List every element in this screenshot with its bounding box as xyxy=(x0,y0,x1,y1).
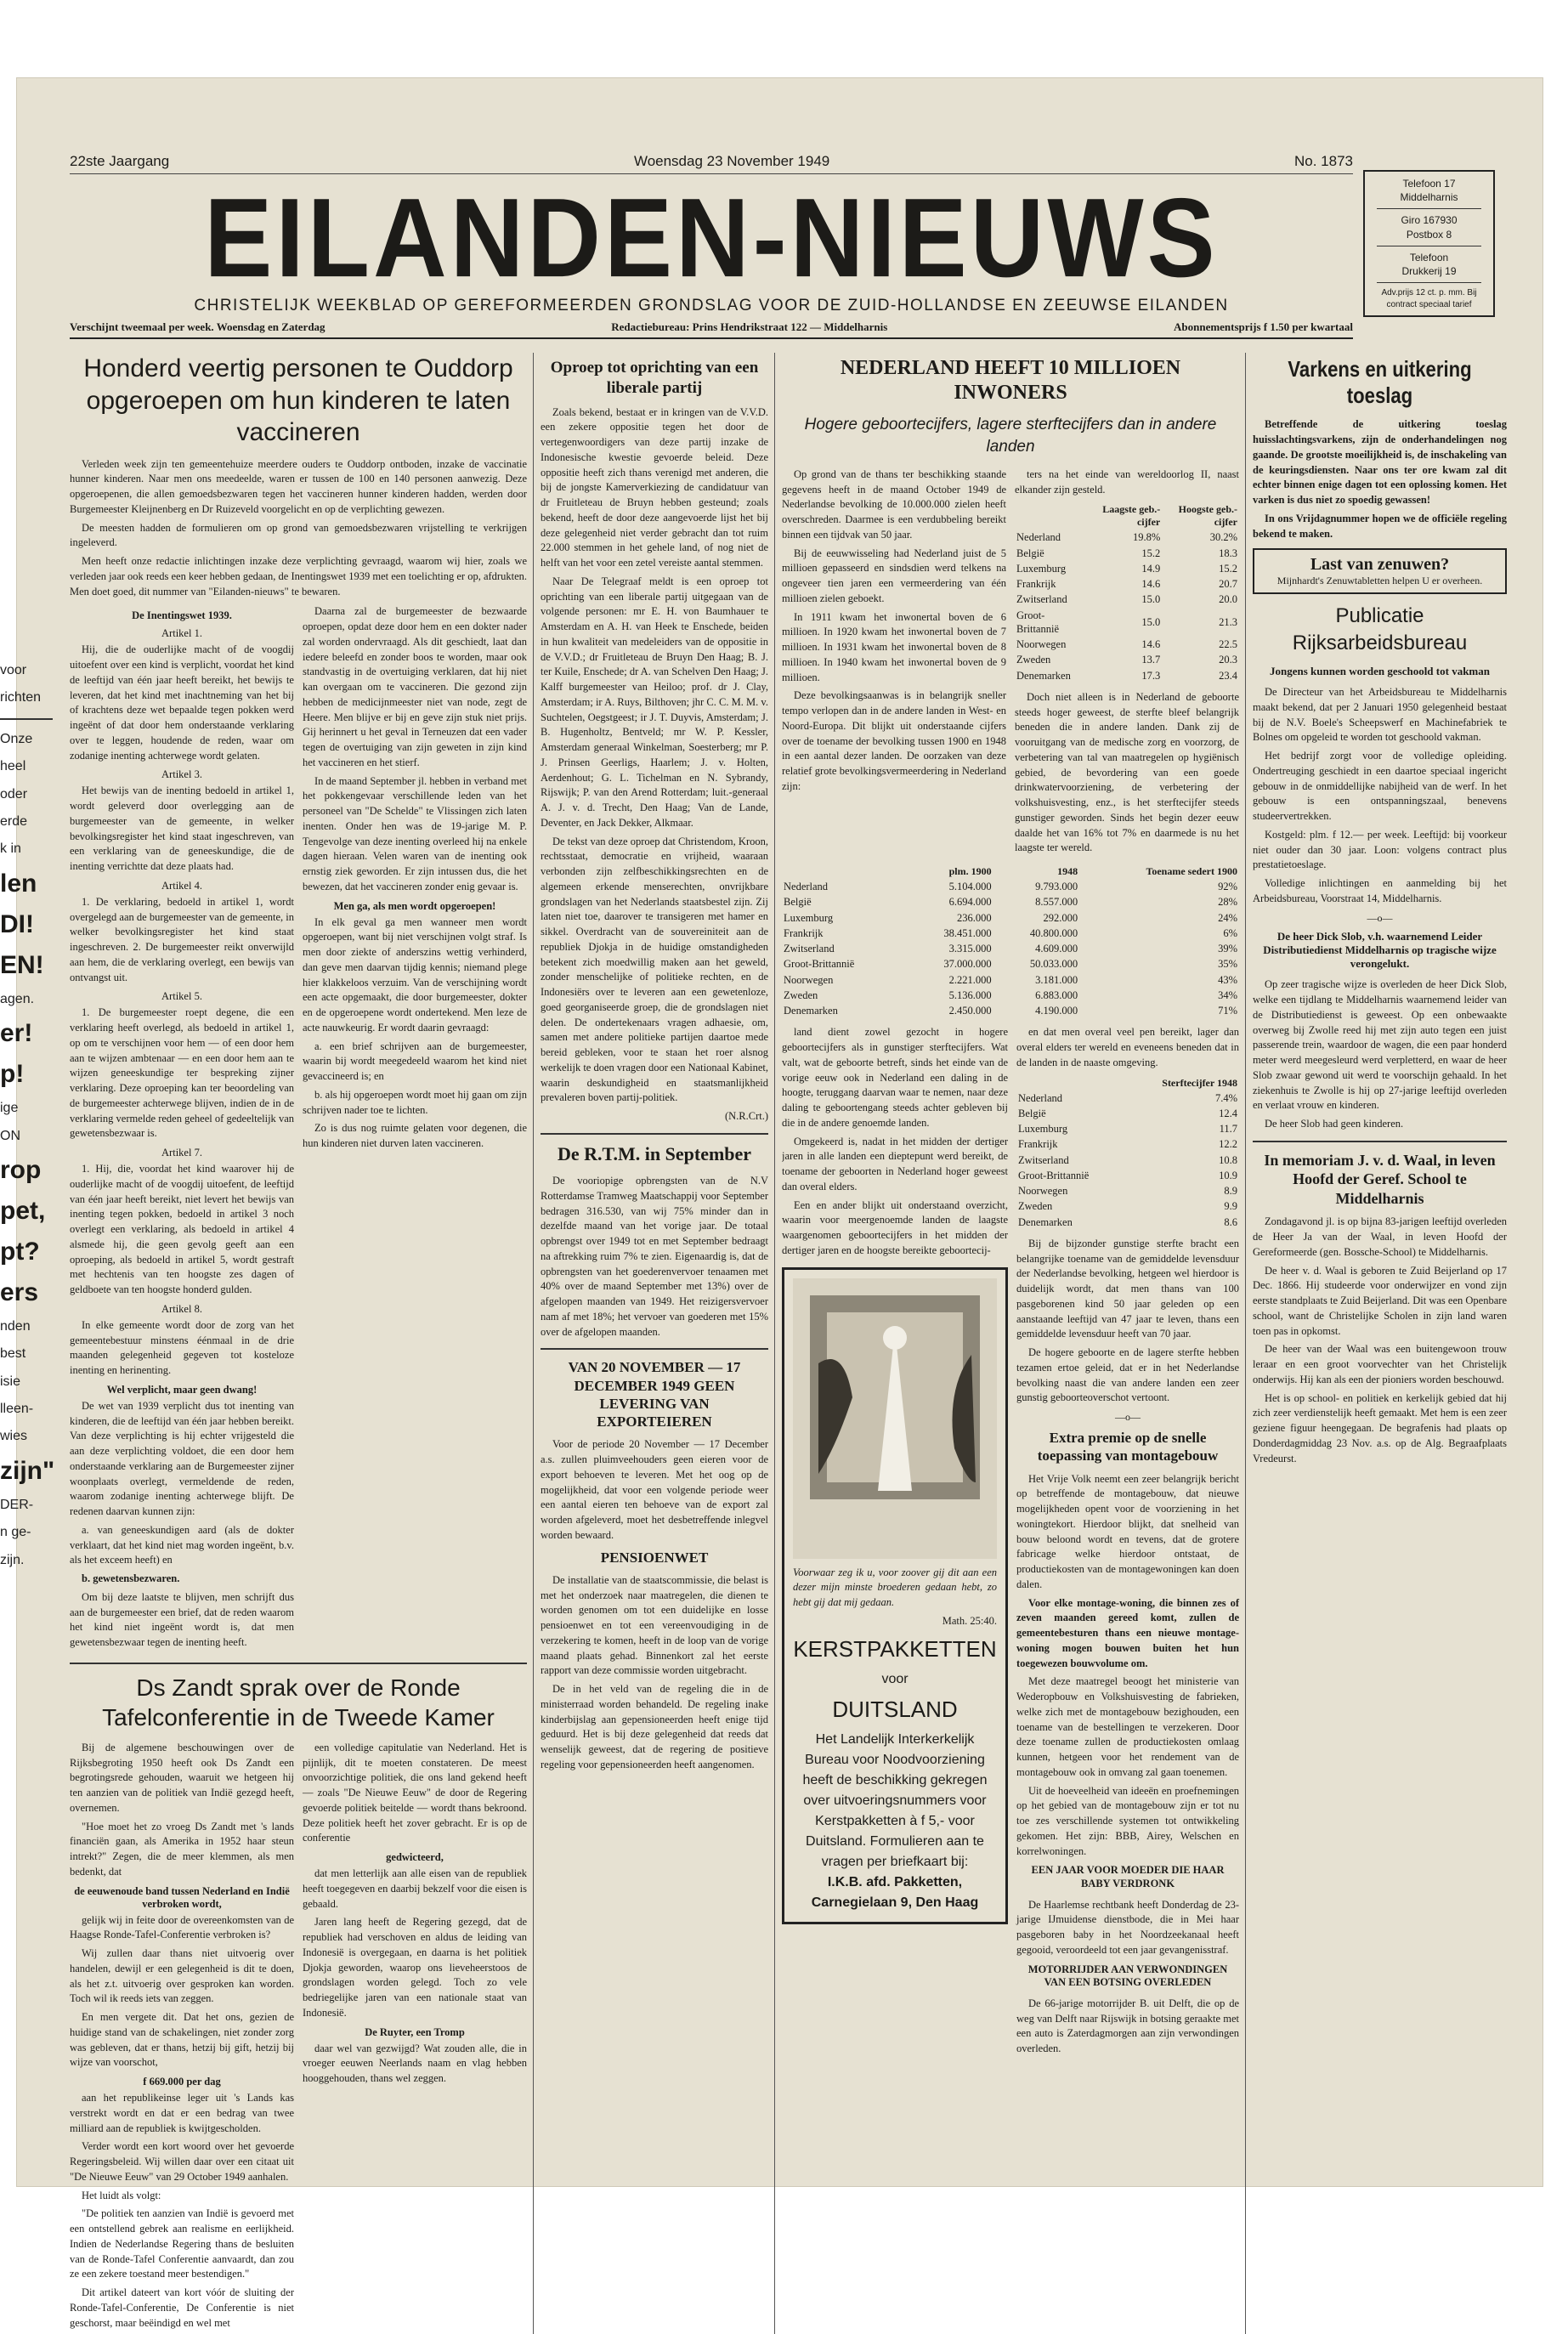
paragraph: 1. De verklaring, bedoeld in artikel 1, wordt overgelegd aan de burgemeester van de gemeente, in welker bevolkingsregister het kind staat ingeschreven. 2. De burgemeester reikt onverwijld aan hem, die de verklaring overlegt, een bewijs van ontvangst uit. xyxy=(70,895,295,983)
paragraph: b. gewetensbezwaren. xyxy=(82,1572,180,1584)
strip-word: p! xyxy=(0,1060,25,1089)
paragraph: a. van geneeskundigen aard (als de dokter verklaart, dat het kind niet mag worden ingeënt, b.v. als het exceem heeft) en xyxy=(70,1523,294,1566)
paragraph: De heer v. d. Waal is geboren te Zuid Beijerland op 17 Dec. 1866. Hij studeerde voor onderwijzer en vond zijn eerste standplaats te Zuid Beijerland. Dit was een Openbare school, want de Christelijke Scholen in zijn land waren toen pas in opkomst. xyxy=(1253,1264,1507,1337)
strip-word: DER- xyxy=(0,1497,34,1512)
postbox: Postbox 8 xyxy=(1406,228,1452,241)
subheading: Wel verplicht, maar geen dwang! xyxy=(106,1383,258,1396)
paragraph: De meesten hadden de formulieren om op grond van gemoedsbezwaren vrijstelling te verkrijgen ingeleverd. xyxy=(70,521,527,549)
masthead-subtitle: CHRISTELIJK WEEKBLAD OP GEREFORMEERDEN GRONDSLAG VOOR DE ZUID-HOLLANDSE EN ZEEUWSE EILANDEN xyxy=(194,297,1229,314)
bible-ref: Math. 25:40. xyxy=(942,1614,997,1627)
subheadline-population: Hogere geboortecijfers, lagere sterftecijfers dan in andere landen xyxy=(804,415,1217,456)
paragraph: 1. Hij, die, voordat het kind waarover hij de ouderlijke macht of de voogdij uitoefent, de leeftijd van één jaar heeft bereikt, niet levert het bewijs van inenting tegen pokken, bedoeld in artikel 3 noch overlegt een verklaring, als bedoeld in artikel 4 alsmede hij, die geen gevolg geeft aan een oproeping, als bedoeld in artikel 5, wordt gestraft met hechtenis van ten hoogste zes dagen of geldboete van ten hoogste honderd gulden. xyxy=(70,1163,294,1295)
strip-word: n ge- xyxy=(0,1525,31,1540)
paragraph: De Directeur van het Arbeidsbureau te Middelharnis maakt bekend, dat per 2 Januari 1950 gelegenheid bestaat bij de N.V. Boele's Scheepswerf en Machinefabriek te Bolnes om opgeleid te worden tot geschoold vakman. xyxy=(1253,686,1507,744)
paragraph: aan het republikeinse leger uit 's Lands kas verstrekt wordt en dat er een bedrag van twee milliard aan de republiek is kwijtgescholden. xyxy=(70,2092,294,2134)
paragraph: Het bewijs van de inenting bedoeld in artikel 1, wordt geleverd door overlegging aan de burgemeester van de gemeente, in welker bevolkingsregister het kind staat ingeschreven, van een verklaring van de geneeskundige, die de inenting verrichtte dat deze plaats had. xyxy=(70,785,294,872)
strip-word: pt? xyxy=(0,1237,40,1266)
table-row: België 12.4 xyxy=(1018,1107,1237,1119)
population-table xyxy=(782,864,1239,1018)
strip-word: ers xyxy=(0,1277,39,1306)
paragraph: De Haarlemse rechtbank heeft Donderdag de 23-jarige IJmuidense dienstbode, die in Mei haar pasgeboren baby in het Noordzeekanaal heeft gegooid, veroordeeld tot een jaar gevangenisstraf. xyxy=(1016,1898,1239,1956)
giro: Giro 167930 xyxy=(1401,214,1458,227)
table-row: Luxemburg 236.000 292.000 24% xyxy=(784,911,1237,924)
paragraph: De hogere geboorte en de lagere sterfte hebben tezamen ertoe geleid, dat er in het Nederlandse bevolking naast die van andere landen een zeer gunstig geboorteoverschot vertoont. xyxy=(1016,1346,1239,1404)
strip-word: isie xyxy=(0,1374,21,1389)
article-heading: Artikel 7. xyxy=(161,1147,202,1159)
strip-word: lleen- xyxy=(0,1402,34,1417)
subheading: f 669.000 per dag xyxy=(143,2076,221,2088)
paragraph: Volledige inlichtingen en aanmelding bij het Arbeidsbureau, Voorstraat 14, Middelharnis. xyxy=(1253,877,1507,904)
paragraph: Het is op school- en politiek en kerkelijk gebied dat hij zich zeer verdienstelijk heeft gemaakt. Met hem is een zeer geziene figuur heengegaan. De begrafenis had plaats op Donderdagmiddag 23 Nov. a.s. op de Alg. Begraafplaats Vredeurst. xyxy=(1253,1391,1507,1464)
paragraph: In 1911 kwam het inwonertal boven de 6 millioen. In 1920 kwam het inwonertal boven de 7 millioen. In 1931 kwam het inwonertal boven de 8 millioen. In 1940 kwam het inwonertal boven de 9 millioen. xyxy=(782,610,1006,683)
table-row: Denemarken 2.450.000 4.190.000 71% xyxy=(784,1005,1237,1017)
table-row: Denemarken 8.6 xyxy=(1018,1215,1237,1228)
ad-title: Last van zenuwen? xyxy=(1310,555,1450,575)
table-row: Zweden 9.9 xyxy=(1018,1200,1237,1213)
table-row: Groot-Brittannië 15.0 21.3 xyxy=(1016,609,1237,635)
strip-word: richten xyxy=(0,690,42,705)
paragraph: Voor de periode 20 November — 17 December a.s. zullen pluimveehouders geen eieren voor de export behoeven te leveren. Met het oog op de mogelijkheid, dat voor een volgende periode weer een aantal eieren ten behoeve van de export zal worden afgeleverd, moet het desbetreffende inlegvel worden bewaard. xyxy=(541,1438,768,1541)
headline-slob: De heer Dick Slob, v.h. waarnemend Leider Distributiedienst Middelharnis op tragische wijze verongelukt. xyxy=(1263,929,1497,970)
paragraph: Deze bevolkingsaanwas is in belangrijk sneller tempo verlopen dan in de andere landen in West- en Noord-Europa. Dit blijkt uit onderstaande cijfers over de toename der bevolking tussen 1900 en 1948 in een aantal dezer landen. De oorzaken van deze relatief grote bevolkingsvermeerdering in Nederland zijn: xyxy=(782,689,1006,792)
ad-body: Het Landelijk Interkerkelijk Bureau voor Noodvoorziening heeft de beschikking gekregen over uitvoeringsnummers voor Kerstpakketten à f 5,- voor Duitsland. Formulieren aan te vragen per briefkaart bij: xyxy=(802,1731,988,1869)
paragraph: Het bedrijf zorgt voor de volledige opleiding. Ondertreuging geschiedt in een daartoe speciaal ingericht gebouw in de onmiddellijke nabijheid van de werf. In het gebouw is een ontspanningszaal, benevens studeervertrekken. xyxy=(1253,750,1507,822)
paragraph: En men vergete dit. Dat het ons, gezien de huidige stand van de schakelingen, niet zonder zorg was gebleven, dat er thans, hetzij bij gift, hetzij bij wijze van voorschot, xyxy=(70,2011,294,2069)
article-heading: Artikel 8. xyxy=(161,1302,202,1315)
paragraph: land dient zowel gezocht in hogere geboortecijfers als in gunstiger sterftecijfers. Wat valt, wat de geboorte betreft, sinds het einde van de vorige eeuw ook in Nederland een daling in de hoogte, teruggang daarvan waar te nemen, naar deze daling te geboortengang steeds achter gebleven bij die in de andere genoemde landen. xyxy=(782,1026,1008,1129)
paragraph: b. als hij opgeroepen wordt moet hij gaan om zijn schrijven nader toe te lichten. xyxy=(303,1088,527,1116)
strip-word: rop xyxy=(0,1155,42,1184)
table-row: Nederland 19.8% 30.2% xyxy=(1016,531,1237,544)
ad-title-voor: voor xyxy=(881,1671,909,1686)
paragraph: een volledige capitulatie van Nederland. Het is pijnlijk, dit te moeten constateren. De meest onvoorzichtige politiek, die ons land gekend heeft — zoals "De Nieuwe Eeuw" de door de Regering gevoerde politiek beitelde — wordt thans bekroond. Deze politiek heeft het zover gebracht. Er is op de conferentie xyxy=(303,1741,527,1844)
illustration xyxy=(793,1278,997,1559)
strip-word: er! xyxy=(0,1019,33,1048)
phone: Telefoon 17 xyxy=(1402,178,1456,190)
paragraph: Betreffende de uitkering toeslag huisslachtingsvarkens, zijn de onderhandelingen nog gaande. De grootste moeilijkheid is, de inschakeling van de keuringsdiensten. Naar ons ter ore kwam zal dit echter binnen enige dagen tot een oplossing komen. Het varken is dus niet zo spoedig gewassen! xyxy=(1253,418,1507,507)
strip-word: nden xyxy=(0,1318,31,1334)
paragraph: De heer Slob had geen kinderen. xyxy=(1265,1118,1404,1130)
paragraph: Om bij deze laatste te blijven, men schrijft dus aan de burgemeester een brief, dat de reden waarom het kind niet ingeënt wordt is, dat men gewetensbezwaar tegen de inenting heeft. xyxy=(70,1590,294,1648)
bible-quote: Voorwaar zeg ik u, voor zoover gij dit aan een dezer mijn minste broederen gedaan hebt, zo hebt gij dat mij gedaan. xyxy=(793,1566,997,1609)
paragraph: en dat men overal veel pen bereikt, lager dan overal elders ter wereld en eveneens beneden dat in de landen in de naaste omgeving. xyxy=(1016,1026,1239,1068)
column-header: Toename sedert 1900 xyxy=(1146,865,1237,878)
paragraph: 1. De burgemeester roept degene, die een verklaring heeft overlegd, als bedoeld in artikel 1, op om te verschijnen voor hem — of een door hem aan te wijzen ambtenaar — en een door hem aan te wijzen geneeskundige ter bespreking zijner verklaring. Deze oproeping kan ter beoordeling van de burgemeester achterwege blijven, indien de in de verklaring vermelde reden geheel of gedeeltelijk van gewetensbezwaar is. xyxy=(70,1006,294,1140)
subheadline-publication: Jongens kunnen worden geschoold tot vakman xyxy=(1270,664,1490,677)
paragraph: In ons Vrijdagnummer hopen we de officiële regeling bekend te maken. xyxy=(1253,512,1507,540)
strip-word: voor xyxy=(0,663,27,677)
paragraph: De vooriopige opbrengsten van de N.V Rotterdamse Tramweg Maatschappij voor September bedragen 316.530, van wij 75% minder dan in dezelfde maand van het vorige jaar. De totaal opbrengst over 1949 tot en met September bedraagt na aftrekking ruim 7% te zien. Eigenaardig is, dat de opbrengsten van het goederenvervoer tenaamen met 40% over de maand September met 13%) over de afgelopen maanden van 1949. Het reizigersvervoer nam af met 18%; het vervoer van goederen met 15% over de afgelopen maanden. xyxy=(541,1175,768,1338)
strip-word: Onze xyxy=(0,731,33,746)
strip-word: best xyxy=(0,1346,26,1362)
volume: 22ste Jaargang xyxy=(70,153,170,169)
subheading: de eeuwenoude band tussen Nederland en Indië verbroken wordt, xyxy=(74,1884,290,1910)
paragraph: Men heeft onze redactie inlichtingen inzake deze verplichting gevraagd, waarom wij hier, zoals we verleden jaar ook reeds een keer hebben gedaan, de Inentingswet 1939 met een toelichting er op, afdrukten. Men doet goed, dit nummer van "Eilanden-nieuws" te bewaren. xyxy=(70,555,527,598)
headline-liberal: Oproep tot oprichting van een liberale partij xyxy=(550,359,759,397)
table-row: Frankrijk 38.451.000 40.800.000 6% xyxy=(784,926,1237,939)
paragraph: Voor elke montage-woning, die binnen zes of zeven maanden gereed komt, zullen de gemeentebesturen thans een nieuwe montage-woning mogen bouwen buiten het hun toegewezen bouwvolume om. xyxy=(1016,1596,1239,1669)
table-row: Noorwegen 8.9 xyxy=(1018,1185,1237,1198)
paragraph: Bij de eeuwwisseling had Nederland juist de 5 millioen gepasseerd en sindsdien werd telkens na ongeveer tien jaren een vermeerdering van één millioen zielen geboekt. xyxy=(782,547,1006,604)
paragraph: Zondagavond jl. is op bijna 83-jarigen leeftijd overleden de Heer Ja van der Waal, in leven Hoofd der Gereformeerde (gen. Bossche-School) te Middelharnis. xyxy=(1253,1215,1507,1258)
paragraph: Verder wordt een kort woord over het gevoerde Regeringsbeleid. Wij willen daar over een citaat uit "De Nieuwe Eeuw" van 29 October 1949 aanhalen. xyxy=(70,2140,294,2183)
strip-word: ige xyxy=(0,1101,19,1116)
paragraph: daar wel van gezwijgd? Wat zouden alle, die in vroeger eeuwen Neerlands naam en vlag hebben hooggehouden, thans wel zeggen. xyxy=(303,2042,527,2084)
front-page xyxy=(70,153,1506,2334)
paragraph: dat men letterlijk aan alle eisen van de republiek heeft toegegeven en daarbij bekzelf voor die eisen is gebaald. xyxy=(303,1867,527,1910)
paragraph: Hij, die de ouderlijke macht of de voogdij uitoefent over een kind is verplicht, voordat het kind de leeftijd van één jaar heeft bereikt, het bewijs te leveren, dat het kind met inachtneming van het bij of krachtens deze wet bepaalde tegen pokken werd ingeënt of dat door hem onderstaande verklaring over te leggen, houdende de reden, waar om zodanige inenting achterwege wordt gelaten. xyxy=(70,643,294,762)
column-vaccination xyxy=(70,353,534,2334)
headline-rtm: De R.T.M. in September xyxy=(557,1142,752,1164)
headline-baby: EEN JAAR VOOR MOEDER DIE HAAR BABY VERDRONK xyxy=(1031,1864,1225,1889)
headline-memoriam: In memoriam J. v. d. Waal, in leven Hoofd der Geref. School te Middelharnis xyxy=(1264,1151,1496,1207)
mortality-table xyxy=(1016,1076,1239,1230)
left-margin-strip xyxy=(0,663,53,1580)
paragraph: Daarna zal de burgemeester de bezwaarde oproepen, opdat deze door hem en een dokter nader zal worden ondervraagd. Als dit geschiedt, laat dan iedere beleefd en zonder boos te worden, maar ook standvastig in de overtuiging verklaren, dat hij niet kan overgaan om te vaccineren. Die gezond zijn hebben de medicijnmeester niet van node, zegt de Heere. Men blijve er bij en geve zijn stuk niet prijs. Gij herinnert u het geval in Terneuzen dat een vader tegen de overtuiging van zijn geweten in zijn kind het vaccineren en het stierf. xyxy=(303,605,527,768)
strip-word: oder xyxy=(0,786,28,802)
masthead-info xyxy=(70,315,1353,339)
strip-word: len xyxy=(0,869,37,898)
contact-box xyxy=(1363,170,1495,317)
headline-motor: MOTORRIJDER AAN VERWONDINGEN VAN EEN BOTSING OVERLEDEN xyxy=(1027,1963,1228,1989)
paragraph: De wet van 1939 verplicht dus tot inenting van kinderen, die de leeftijd van één jaar hebben bereikt. Van deze verplichting is hij echter vrijgesteld die aan deze verplichting voldoet, die een door hem onderstaande verklaring aan de Burgemeester zijner woonplaats overlegt, vermeldende de reden, waarom zodanige inenting achterwege blijft. De redenen daarvan kunnen zijn: xyxy=(70,1399,294,1517)
ad-title-country: DUITSLAND xyxy=(832,1696,958,1722)
paragraph: In elke gemeente wordt door de zorg van het gemeentebestuur minstens éénmaal in de drie maanden gelegenheid gegeven tot kosteloze inenting en herinenting. xyxy=(70,1318,294,1376)
strip-word: zijn. xyxy=(0,1552,25,1567)
paragraph: Zo is dus nog ruimte gelaten voor degenen, die hun kinderen niet durven laten vaccineren. xyxy=(303,1122,527,1149)
paragraph: De installatie van de staatscommissie, die belast is met het onderzoek naar maatregelen, die dienen te worden genomen om tot een duidelijke en losse pensioenwet en tot een vereenvoudiging in de verzekering te komen, heeft in de loop van de vorige maand plaats gehad. Binnenkort zal het eerste rapport van deze commissie worden uitgebracht. xyxy=(541,1573,768,1677)
press-phone: Drukkerij 19 xyxy=(1401,264,1457,277)
paragraph: Bij de bijzonder gunstige sterfte bracht een belangrijke toename van de gemiddelde levensduur der Nederlandse bevolking, hetgeen wel hierdoor is duidelijk wordt, dat men thans van 100 pasgeborenen kind 50 jaar geleden op een aanstaande leeftijd van 47 jaar te leven, thans een gemiddelde levensduur heeft van 70 jaar. xyxy=(1016,1237,1239,1340)
paragraph: Op grond van de thans ter beschikking staande gegevens heeft in de maand October 1949 de Nederlandse bevolking de 10.000.000 zielen heeft overschreden. Daarmee is een verdubbeling bereikt binnen een tijdvak van 50 jaar. xyxy=(782,467,1006,541)
editorial-address: Redactiebureau: Prins Hendrikstraat 122 — Middelharnis xyxy=(611,320,888,333)
column-header: Laagste geb.-cijfer xyxy=(1102,503,1161,529)
headline-publication: Publicatie Rijksarbeidsbureau xyxy=(1292,604,1468,654)
headline-zandt: Ds Zandt sprak over de Ronde Tafelconferentie in de Tweede Kamer xyxy=(102,1674,495,1731)
table-row: Noorwegen 14.6 22.5 xyxy=(1016,638,1237,651)
strip-word: k in xyxy=(0,841,21,857)
ad-title: KERSTPAKKETTEN xyxy=(793,1635,997,1662)
column-right: Varkens en uitkering toeslag Betreffende de uitkering toeslag huisslachtingsvarkens, zijn de onderhandelingen nog gaande. De grootste moeilijkheid is, de inschakeling van de keuringsdiensten. Naar ons ter ore kwam zal dit echter binnen enige dagen tot een oplossing komen. Het varken is dus niet zo spoedig gewassen! In ons Vrijdagnummer hopen we de officiële regeling bekend te maken. Last van zenuwen? Mijnhardt's Zenuwtabletten helpen U er overheen. Publicatie Rijksarbeidsbureau Jongens kunnen worden geschoold tot vakman De Directeur van het Arbeidsbureau te Middelharnis maakt bekend, dat per 2 Januari 1950 gelegenheid bestaat bij de N.V. Boele's Scheepswerf en Machinefabriek te Bolnes om opgeleid te worden tot geschoold vakman. Het bedrijf zorgt voor de volledige opleiding. Ondertreuging geschiedt in een daartoe speciaal ingericht gebouw in de onmiddellijke nabijheid van de werf. In het gebouw is een ontspanningszaal, benevens studeervertrekken. Kostgeld: plm. f 12.— per week. Leeftijd: bij voorkeur niet ouder dan 30 jaar. Loon: volgens contract plus prestatietoeslage. Volledige inlichtingen en aanmelding bij het Arbeidsbureau, Voorstraat 14, Middelharnis. —o— De heer Dick Slob, v.h. waarnemend Leider Distributiedienst Middelharnis op tragische wijze verongelukt. Op zeer tragische wijze is overleden de heer Dick Slob, welke een tijdlang te Middelharnis waarnemend leider van de Distributiedienst is geweest. Op een onbewaakte overweg bij Zwolle reed hij met zijn auto tegen een juist passerende trein, waardoor de wagen, die een paar honderd meter werd meegesleurd werd verpletterd, en waar de heer Slob zwaar gewond uit werd te voorschijn gehaald. In het ziekenhuis te Zwolle is hij op 27-jarige leeftijd overleden en verlaat vrouw en kinderen. De heer Slob had geen kinderen. In memoriam J. v. d. Waal, in leven Hoofd der Geref. School te Middelharnis Zondagavond jl. is op bijna 83-jarigen leeftijd overleden de Heer Ja van der Waal, in leven Hoofd der Gereformeerde (gen. Bossche-School) te Middelharnis. De heer v. d. Waal is geboren te Zuid Beijerland op 17 Dec. 1866. Hij studeerde voor onderwijzer en vond zijn eerste standplaats te Zuid Beijerland. Dit was een Openbare school, want de Christelijke Scholen in zijn land waren toen pas in opkomst. De heer van der Waal was een buitengewoon trouw leraar en een groot voorvechter van het Christelijk onderwijs. Hij kan als een der pioniers worden beschouwd. Het is op school- en politiek en kerkelijk gebied dat hij zich zeer verdienstelijk heeft gemaakt. Met hem is een zeer geziene figuur heengegaan. De begrafenis had plaats op Donderdagmiddag 23 Nov. a.s. op de Alg. Begraafplaats Vredeurst. xyxy=(1253,353,1513,2334)
paragraph: Kostgeld: plm. f 12.— per week. Leeftijd: bij voorkeur niet ouder dan 30 jaar. Loon: volgens contract plus prestatietoeslage. xyxy=(1253,828,1507,871)
headline-export: VAN 20 NOVEMBER — 17 DECEMBER 1949 GEEN LEVERING VAN EXPORTEIEREN xyxy=(568,1359,741,1430)
paragraph: Doch niet alleen is in Nederland de geboorte steeds hoger geweest, de sterfte bleef belangrijk beneden die in andere landen. Dank zij de vooruitgang van de medische zorg en voorzorg, de verbetering van tal van maatregelen op hygiënisch gebied, de bevordering van een goede drinkwatervoorziening, de verbetering der volkshuisvesting, enz., is het sterftecijfer steeds gunstiger geworden. Sinds het begin dezer eeuw daalde het van 16% tot 7% en daarmede is nu het laagste ter wereld. xyxy=(1015,690,1239,854)
headline-pigs: Varkens en uitkering toeslag xyxy=(1288,356,1472,409)
edition-line xyxy=(70,153,1353,174)
table-row: België 6.694.000 8.557.000 28% xyxy=(784,896,1237,909)
paragraph: Naar De Telegraaf meldt is een oproep tot oprichting van een liberale partij uitgegaan van de volgende personen: mr E. H. von Baumhauer te Amsterdam en A. H. van Heek te Enschede, beiden in hun kwaliteit van medeleiders van de oppositie in de V.V.D.; dr Fruitleteau de Bruyn Den Haag; B. J. ter Kuile, Enschede; dr A. van Schelven Den Haag; J. Kalff burgemeester van Heiloo; prof. dr J. Clay, Amsterdam; ir A. Ruys, Bilthoven; jhr C. C. M. M. v. Suchtelen, Oegstgeest; ir J. T. Duyvis, Amsterdam; J. B. Hugenholtz, Bentveld; mr W. P. Kessler, Amsterdam generaal Winkelman, Soesterberg; mr P. J. Prinsen Geerligs, Haarlem; J. v. Holten, Aerdenhout; G. L. Tichelman en N. Sybrandy, Rijswijk; P. van den Arend Rotterdam; luit.-generaal A. J. v. d. Trecht, Den Haag; Van de Lande, Deventer, en Jack Dekker, Alkmaar. xyxy=(541,575,768,829)
table-row: Groot-Brittannië 10.9 xyxy=(1018,1169,1237,1181)
christmas-package-ad xyxy=(782,1267,1008,1924)
table-row: Zweden 13.7 20.3 xyxy=(1016,654,1237,666)
strip-word: erde xyxy=(0,813,28,829)
ad-text: Mijnhardt's Zenuwtabletten helpen U er overheen. xyxy=(1276,575,1483,587)
paragraph: Bij de algemene beschouwingen over de Rijksbegroting 1950 heeft ook Ds Zandt een begrotingsrede gehouden, waaruit we hetgeen hij ten aanzien van de politiek van Indië gezegd heeft, overnemen. xyxy=(70,1741,294,1814)
paragraph: De tekst van deze oproep dat Christendom, Kroon, rechtsstaat, democratie en vrijheid, waaraan verbonden zijn zelfbeschikkingsrechten en de algemeen erkende menserechten, onvrijkbare grondslagen van het Nederlands staatsbestel zijn. Zij laten niet toe, daarover te transigeren met hamer en sikkel. Overdracht van de souvereiniteit aan de republiek Djokja in de huidige omstandigheden betekent zich moedwillig maken aan het geweld, zonder menschelijke of politieke rechten, en de Indonesiërs over te leveren aan een gewetenloze, goed georganiseerde groep, die de grondslagen niet delen. De ondertekenaars vragen adhaesie, om, samen met andere politieke partijen daartoe mede bereid gebleken, voor te staan het roer alsnog werkelijk te doen vragen door een Nationaal Kabinet, waarin deskundigheid en staatsmanlijkheid prevaleren boven partij-politiek. xyxy=(541,835,768,1104)
strip-word: DI! xyxy=(0,909,34,938)
paragraph: De in het veld van de regeling die in de ministerraad worden behandeld. De regeling inake kinderbijslag aan gepensioneerden heeft enige tijd geduurd. Het is bij deze gelegenheid dat reeds dat wenselijk geweest, dat de regering de positieve regeling voor gepensioneerden heeft aangenomen. xyxy=(541,1683,768,1770)
table-row: Frankrijk 12.2 xyxy=(1018,1138,1237,1151)
issue-date: Woensdag 23 November 1949 xyxy=(633,153,830,169)
paragraph: Het luidt als volgt: xyxy=(82,2189,161,2201)
paragraph: Op zeer tragische wijze is overleden de heer Dick Slob, welke een tijdlang te Middelharnis waarnemend leider van de Distributiedienst is geweest. Op een onbewaakte overweg bij Zwolle reed hij met zijn auto tegen een juist passerende trein, waardoor de wagen, die een paar honderd meter werd meegesleurd werd verpletterd, en waar de heer Slob zwaar gewond uit werd te voorschijn gehaald. In het ziekenhuis te Zwolle is hij op 27-jarige leeftijd overleden en verlaat vrouw en kinderen. xyxy=(1253,978,1507,1112)
paragraph: ters na het einde van wereldoorlog II, naast elkander zijn gesteld. xyxy=(1015,467,1239,496)
source: (N.R.Crt.) xyxy=(724,1110,768,1122)
paragraph: In elk geval ga men wanneer men wordt opgeroepen, want bij niet verschijnen volgt straf. Is men door ziekte of anderszins wettig verhinderd, dan geve men daarvan tijdig kennis; niemand plege hier klakkeloos verzuim. Van de verschijning wordt een acte opgemaakt, die door burgemeester, dokter en de opgeroepene wordt ondertekend. Men leze de acte nauwkeurig. Er wordt daarin gevraagd: xyxy=(303,915,527,1034)
table-row: Zwitserland 15.0 20.0 xyxy=(1016,593,1237,606)
paragraph: De 66-jarige motorrijder B. uit Delft, die op de weg van Delft naar Rijswijk in botsing geraakte met een auto is Zaterdagmorgen aan zijn verwondingen overleden. xyxy=(1016,1997,1239,2055)
paragraph: Zoals bekend, bestaat er in kringen van de V.V.D. een zekere oppositie tegen het door de vertegenwoordigers van deze partij inzake de Indonesische kwestie gevoerde beleid. Deze oppositie heeft zich thans verenigd met anderen, die bij de jongste Kamerverkiezing de candidatuur van dr Fruitleteau de Bruyn hebben gesteund; zoals bekend, heeft de door deze aangevoerde lijst het bij deze gelegenheid niet verder gebracht dan tot ruim 22.000 stemmen in het gehele land, of nog niet de helft van het voor een zetel vereiste aantal stemmen. xyxy=(541,405,768,569)
paragraph: a. een brief schrijven aan de burgemeester, waarin bij wordt meegedeeld waarom het kind niet gevaccineerd is; en xyxy=(303,1040,527,1082)
headline-pension: PENSIOENWET xyxy=(600,1549,709,1566)
strip-word: ON xyxy=(0,1128,20,1143)
birthrate-table xyxy=(1015,502,1239,683)
strip-word: pet, xyxy=(0,1196,46,1225)
article-heading: Artikel 3. xyxy=(161,768,202,781)
column-population: NEDERLAND HEEFT 10 MILLIOEN INWONERS Hogere geboortecijfers, lagere sterftecijfers dan in andere landen Op grond van de thans ter beschikking staande gegevens heeft in de maand October 1949 de Nederlandse bevolking de 10.000.000 zielen heeft overschreden. Daarmee is een verdubbeling bereikt binnen een tijdvak van 50 jaar. Bij de eeuwwisseling had Nederland juist de 5 millioen gepasseerd en sindsdien werd telkens na ongeveer tien jaren een vermeerdering van één millioen zielen geboekt. In 1911 kwam het inwonertal boven de 6 millioen. In 1920 kwam het inwonertal boven de 7 millioen. In 1931 kwam het inwonertal boven de 8 millioen. In 1940 kwam het inwonertal boven de 9 millioen. Deze bevolkingsaanwas is in belangrijk sneller tempo verlopen dan in de andere landen in West- en Noord-Europa. Dit blijkt uit onderstaande cijfers over de toename der bevolking tussen 1900 en 1948 in een aantal dezer landen. De oorzaken van deze relatief grote bevolkingsvermeerdering in Nederland zijn: ters na het einde van wereldoorlog II, naast elkander zijn gesteld. Laagste geb.-cijfer Hoogste geb.-cijfer Nederland 19.8% 30.2% België 15.2 18.3 Luxemburg 14.9 15.2 Frankrijk 14.6 20.7 Zwitserland 15.0 20.0 Groot-Brittannië 15.0 21.3 Noorwegen 14.6 22.5 Zweden 13.7 20.3 Denemarken 17.3 23.4 Doch niet alleen is in Nederland de geboorte steeds hoger geweest, de sterfte bleef belangrijk beneden die in andere landen. Dank zij de vooruitgang van de medische zorg en voorzorg, de verbetering van tal van maatregelen op hygiënisch gebied, de bevordering van een goede drinkwatervoorziening, de verbetering der volkshuisvesting, enz., is het sterftecijfer steeds gunstiger geworden. Sinds het begin dezer eeuw daalde het van 16% tot 7% en daarmede is nu het laagste ter wereld. plm. 1900 1948 Toename sedert 1900 Nederland 5.104.000 9.793.000 92% België 6.694.000 8.557.000 28% Luxemburg 236.000 292.000 24% Frankrijk 38.451.000 40.800.000 6% Zwitserland 3.315.000 4.609.000 39% Groot-Brittannië 37.000.000 50.033.000 35% Noorwegen 2.221.000 3.181.000 43% Zweden 5.136.000 6.883.000 34% Denemarken 2.450.000 4.190.000 71% land dient zowel gezocht in hogere geboortecijfers als in gunstiger sterftecijfers. Wat valt, wat de geboorte betreft, sinds het einde van de vorige eeuw ook in Nederland een daling in de hoogte, teruggang daarvan waar te nemen, naar deze daling te geboortengang steeds achter gebleven bij die in de andere genoemde landen. Omgekeerd is, nadat in het midden der dertiger jaren in alle landen een dieptepunt werd bereikt, de toename der geboorten in Nederland hoger geweest dan overal elders. Een en ander blijkt uit onderstaand overzicht, waarin voor meergenoemde landen de laagste waargenomen geboortecijfers in het midden der dertiger jaren en de hoogste bereikte geboortecij- Voorwaar zeg ik u, voor zoover gij dit aan een dezer mijn minste broederen gedaan hebt, zo hebt gij dat mij gedaan. Math. 25:40. KERSTPAKKETTEN voor DUITSLAND Het Landelijk Interkerkelijk Bureau voor Noodvoorziening heeft de beschikking gekregen over uitvoeringsnummers voor Kerstpakketten à f 5,- voor Duitsland. Formulieren aan te vragen per briefkaart bij: I.K.B. afd. Pakketten, Carnegielaan 9, Den Haag en dat men overal veel pen bereikt, lager dan overal elders ter wereld en eveneens beneden dat in de landen in de naaste omgeving. Sterftecijfer 1948 Nederland 7.4% België 12.4 Luxemburg 11.7 Frankrijk 12.2 Zwitserland 10.8 Groot-Brittannië 10.9 Noorwegen 8.9 Zweden 9.9 Denemarken 8.6 Bij de bijzonder gunstige sterfte bracht een belangrijke toename van de gemiddelde levensduur der Nederlandse bevolking, hetgeen wel hierdoor is duidelijk wordt, dat men thans van 100 pasgeborenen kind 50 jaar geleden op een aanstaande leeftijd van 47 jaar te leven, thans een gemiddelde levensduur heeft van 70 jaar. De hogere geboorte en de lagere sterfte hebben tezamen ertoe geleid, dat er in het Nederlandse bevolking naast die van andere landen een zeer gunstig geboorteoverschot vertoont. —o— Extra premie op de snelle toepassing van montagebouw Het Vrije Volk neemt een zeer belangrijk bericht op betreffende de montagebouw, dat nieuwe mogelijkheden opent voor de voorziening in het woningtekort. Hierdoor blijkt, dat snelheid van bouw beloond wordt en tevens, dat de grotere fabricage welke hierdoor ontstaat, de productiekosten van de montagewoningen kan doen dalen. Voor elke montage-woning, die binnen zes of zeven maanden gereed komt, zullen de gemeentebesturen thans een nieuwe montage-woning mogen bouwen buiten het hun toegewezen bouwvolume om. Met deze maatregel beoogt het ministerie van Wederopbouw en Volkshuisvesting de fabrieken, welke zich met de montagebouw bezighouden, een toename van de bestellingen te verzekeren. Door deze toename zullen de productiekosten omlaag kunnen, hetgeen voor het rendement van de montagebouw ook in omvang zal gaan toenemen. Uit de hoeveelheid van ideeën en proefnemingen op het gebied van de montagebouw zijn er tot nu toe zes verschillende systemen tot ontwikkeling gekomen. Het zijn: BBB, Airey, Welschen en korrelwoningen. EEN JAAR VOOR MOEDER DIE HAAR BABY VERDRONK De Haarlemse rechtbank heeft Donderdag de 23-jarige IJmuidense dienstbode, die in Mei haar pasgeboren baby in het Noordzeekanaal heeft gegooid, veroordeeld tot een jaar gevangenisstraf. MOTORRIJDER AAN VERWONDINGEN VAN EEN BOTSING OVERLEDEN De 66-jarige motorrijder B. uit Delft, die op de weg van Delft naar Rijswijk in botsing geraakte met een auto is Zaterdagmorgen aan zijn verwondingen overleden. xyxy=(782,353,1246,2334)
table-row: Zwitserland 3.315.000 4.609.000 39% xyxy=(784,943,1237,955)
frequency: Verschijnt tweemaal per week. Woensdag en Zaterdag xyxy=(70,320,325,333)
paragraph: Omgekeerd is, nadat in het midden der dertiger jaren in alle landen een dieptepunt werd bereikt, de toename der geboorten in Nederland hoger geweest dan overal elders. xyxy=(782,1135,1008,1192)
headline-montage: Extra premie op de snelle toepassing van montagebouw xyxy=(1037,1430,1219,1464)
table-row: Zwitserland 10.8 xyxy=(1018,1153,1237,1166)
paragraph: Het Vrije Volk neemt een zeer belangrijk bericht op betreffende de montagebouw, dat nieuwe mogelijkheden opent voor de voorziening in het woningtekort. Hierdoor blijkt, dat snelheid van bouw beloond wordt en tevens, dat de grotere fabricage welke hierdoor ontstaat, de productiekosten van de montagewoningen kan doen dalen. xyxy=(1016,1472,1239,1590)
paragraph: Dit artikel dateert van kort vóór de sluiting der Ronde-Tafel-Conferentie, De Conferentie is niet geschorst, maar beëindigd en wel met xyxy=(70,2286,294,2329)
table-row: Luxemburg 11.7 xyxy=(1018,1123,1237,1136)
table-row: Zweden 5.136.000 6.883.000 34% xyxy=(784,989,1237,1001)
paragraph: Verleden week zijn ten gemeentehuize meerdere ouders te Ouddorp ontboden, inzake de vaccinatie hunner kinderen. Naar men ons meedeelde, waren er tussen de 100 en 140 personen aanwezig. Deze opgeroepenen, die allen gemoedsbezwaren tegen het vaccineren hunner kinderen hadden, werden door Burgemeester Kleijnenberg en Dr Ruizeveld voorgelicht en op de verplichting gewezen. xyxy=(70,457,527,515)
paragraph: Een en ander blijkt uit onderstaand overzicht, waarin voor meergenoemde landen de laagste waargenomen geboortecijfers in het midden der dertiger jaren en de hoogste bereikte geboortecij- xyxy=(782,1198,1008,1256)
press-phone-label: Telefoon xyxy=(1409,251,1449,263)
subheading: gedwicteerd, xyxy=(386,1851,444,1863)
subscription-price: Abonnementsprijs f 1.50 per kwartaal xyxy=(1173,320,1353,333)
strip-word: agen. xyxy=(0,991,35,1006)
column-header: plm. 1900 xyxy=(948,865,992,878)
table-row: Frankrijk 14.6 20.7 xyxy=(1016,578,1237,591)
paragraph: Jaren lang heeft de Regering gezegd, dat de republiek had verschoven en aldus de leiding van Indonesië is overgegaan, en daarna is het politiek Djokja geworden, waarop ons lieveheerstoos de grondslagen worden gelegd. Toch zo vele bedriegelijke jaren van een nationale staat van Indonesië. xyxy=(303,1916,527,2019)
masthead-title: EILANDEN-NIEUWS xyxy=(204,175,1219,301)
law-title: De Inentingswet 1939. xyxy=(132,609,232,622)
paragraph: De heer van der Waal was een buitengewoon trouw leraar en een groot voorvechter van het Christelijk onderwijs. Hij kan als een der pioniers worden beschouwd. xyxy=(1253,1343,1507,1385)
strip-word: wies xyxy=(0,1429,28,1444)
ad-address: I.K.B. afd. Pakketten, Carnegielaan 9, Den Haag xyxy=(811,1874,979,1910)
article-heading: Artikel 1. xyxy=(161,627,202,640)
paragraph: Uit de hoeveelheid van ideeën en proefnemingen op het gebied van de montagebouw zijn er tot nu toe zes verschillende systemen tot ontwikkeling gekomen. Het zijn: BBB, Airey, Welschen en korrelwoningen. xyxy=(1016,1784,1239,1857)
headline-population: NEDERLAND HEEFT 10 MILLIOEN INWONERS xyxy=(840,357,1181,404)
strip-word: EN! xyxy=(0,950,44,979)
subheading: Men ga, als men wordt opgeroepen! xyxy=(333,899,496,912)
article-heading: Artikel 5. xyxy=(161,990,202,1003)
issue-number: No. 1873 xyxy=(1293,153,1353,169)
paragraph: "Hoe moet het zo vroeg Ds Zandt met 's lands financiën gaan, als Amerika in 1952 haar steun intrekt?" Zegen, die de meer klemmen, als men bedenkt, dat xyxy=(70,1820,294,1878)
paragraph: gelijk wij in feite door de overeenkomsten van de Haagse Ronde-Tafel-Conferentie verbroken is? xyxy=(70,1913,294,1941)
headline-vaccination: Honderd veertig personen te Ouddorp opgeroepen om hun kinderen te laten vaccineren xyxy=(83,354,513,446)
article-heading: Artikel 4. xyxy=(161,879,202,892)
column-liberal-party xyxy=(541,353,775,2334)
paragraph: "De politiek ten aanzien van Indië is gevoerd met een ontstellend gebrek aan realisme en eerlijkheid. Indien de Nederlandse Regering thans de besluiten van de Ronde-Tafel Conferentie aanvaardt, dan zou ze een zekere toestand meer bestendigen." xyxy=(70,2207,294,2280)
table-row: Nederland 5.104.000 9.793.000 92% xyxy=(784,881,1237,893)
ad-price: Adv.prijs 12 ct. p. mm. Bij contract speciaal tarief xyxy=(1381,288,1477,309)
nerve-tablets-ad xyxy=(1253,548,1507,594)
strip-word: zijn" xyxy=(0,1456,55,1485)
column-header: Sterftecijfer 1948 xyxy=(1162,1076,1237,1089)
table-row: Noorwegen 2.221.000 3.181.000 43% xyxy=(784,973,1237,986)
subheading: De Ruyter, een Tromp xyxy=(365,2025,465,2038)
paragraph: Met deze maatregel beoogt het ministerie van Wederopbouw en Volkshuisvesting de fabrieken, welke zich met de montagebouw bezighouden, een toename van de bestellingen te verzekeren. Door deze toename zullen de productiekosten omlaag kunnen, hetgeen voor het rendement van de montagebouw ook in omvang zal gaan toenemen. xyxy=(1016,1675,1239,1778)
strip-word: heel xyxy=(0,759,26,774)
paragraph: Wij zullen daar thans niet uitvoerig over handelen, dewijl er een gelegenheid is dit te doen, als het z.t. uitvoerig over gesproken kan worden. Toch wil ik reeds iets van zeggen. xyxy=(70,1947,294,2005)
table-row: Denemarken 17.3 23.4 xyxy=(1016,669,1237,682)
table-row: Nederland 7.4% xyxy=(1018,1091,1237,1104)
table-row: Groot-Brittannië 37.000.000 50.033.000 35% xyxy=(784,958,1237,971)
phone-place: Middelharnis xyxy=(1400,191,1458,204)
paragraph: In de maand September jl. hebben in verband met het pokkengevaar verschillende leden van het personeel van "De Schelde" te Vlissingen zich laten inenten. Onder hen was de 19-jarige M. P. Tengevolge van deze inenting overleed hij na enkele dagen hieraan. Velen waren van de inenting ook ernstig ziek geworden. Er zijn intussen dus, die het bewezen, dat het vaccineren zonder enig gevaar is. xyxy=(303,774,527,892)
table-row: België 15.2 18.3 xyxy=(1016,547,1237,559)
column-header: Hoogste geb.-cijfer xyxy=(1178,503,1237,529)
table-row: Luxemburg 14.9 15.2 xyxy=(1016,562,1237,575)
column-header: 1948 xyxy=(1057,865,1078,878)
